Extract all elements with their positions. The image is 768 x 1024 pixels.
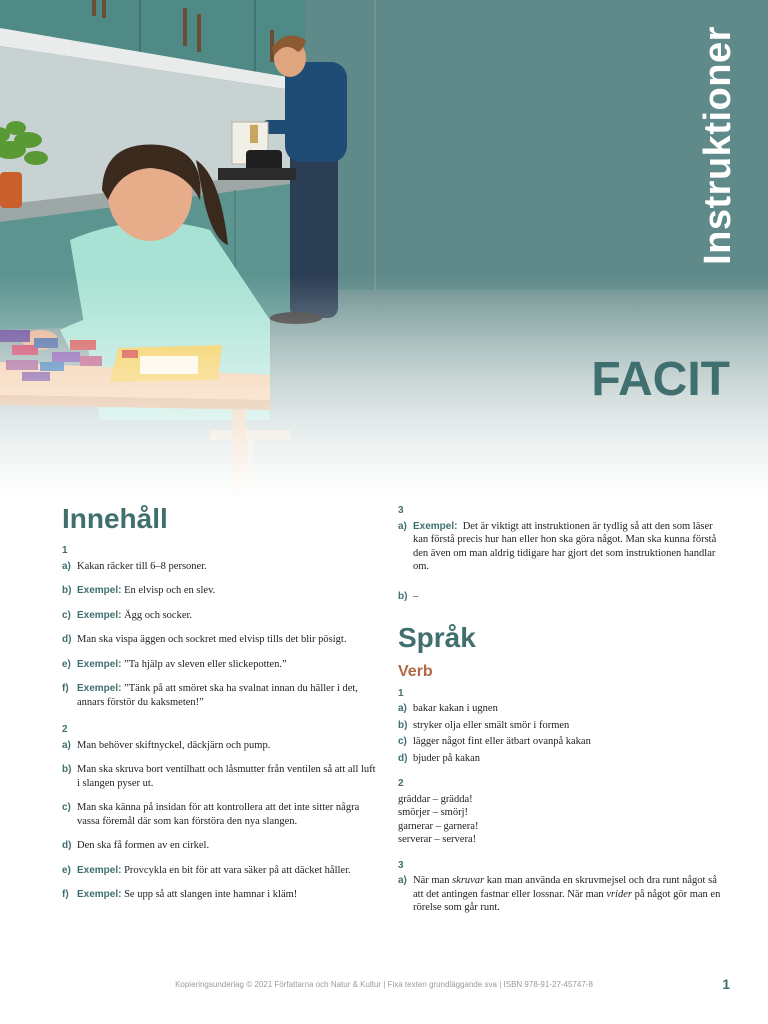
answer-item bbox=[62, 658, 377, 672]
emphasized-word: vrider bbox=[606, 888, 632, 900]
list-item: serverar – servera! bbox=[398, 834, 477, 845]
question-number: 3 bbox=[398, 505, 404, 516]
example-label: Exempel: bbox=[77, 889, 122, 900]
example-label: Exempel: bbox=[77, 658, 122, 670]
answer-label: f) bbox=[62, 889, 69, 900]
answer-label: a) bbox=[62, 739, 71, 751]
answer-item bbox=[398, 702, 728, 716]
answer-text: stryker olja eller smält smör i formen bbox=[413, 719, 570, 731]
answer-label: e) bbox=[62, 658, 71, 670]
answer-label: c) bbox=[62, 609, 71, 621]
footer-copyright: Kopieringsunderlag © 2021 Författarna och Natur & Kultur | Fixa texten grundläggande sva | ISBN 978-91-27-45747-8 bbox=[175, 980, 593, 989]
answer-label: a) bbox=[62, 560, 71, 572]
answer-label: d) bbox=[62, 840, 72, 851]
answer-label: a) bbox=[398, 703, 407, 714]
answer-item bbox=[398, 590, 728, 604]
heading-sprak: Språk bbox=[398, 622, 476, 653]
kitchen-illustration bbox=[0, 0, 768, 500]
answer-text: Provcykla en bit för att vara säker på att däcket håller. bbox=[121, 864, 351, 876]
answer-item bbox=[398, 735, 728, 749]
answer-item bbox=[62, 633, 377, 647]
page-number: 1 bbox=[722, 976, 730, 992]
answer-text: – bbox=[413, 590, 419, 602]
list-item: garnerar – garnera! bbox=[398, 820, 479, 832]
example-label: Exempel: bbox=[77, 609, 122, 621]
list-item: gräddar – grädda! bbox=[398, 793, 473, 805]
answer-item bbox=[398, 520, 728, 574]
answer-text: Det är viktigt att instruktionen är tydlig så att den som läser kan förstå precis hur han eller hon ska göra något. Man ska kunna förstå den även om man aldrig tidigare har gjort det som instruktionen handlar om. bbox=[413, 520, 717, 572]
answer-label: c) bbox=[62, 802, 71, 813]
verb-imperative-list bbox=[398, 793, 728, 847]
right-column bbox=[398, 502, 728, 915]
answer-item bbox=[62, 839, 377, 853]
answer-item bbox=[398, 874, 728, 915]
example-label: Exempel: bbox=[77, 864, 122, 876]
facit-title: FACIT bbox=[591, 353, 730, 406]
answer-text: Se upp så att slangen inte hamnar i kläm! bbox=[121, 889, 298, 900]
left-column bbox=[62, 502, 377, 902]
answer-label: d) bbox=[398, 752, 408, 764]
answer-label: e) bbox=[62, 864, 71, 876]
answer-item bbox=[398, 752, 728, 766]
question-number: 1 bbox=[398, 687, 404, 699]
answer-text: ”Tänk på att smöret ska ha svalnat innan du häller i det, annars förstör du kaksmeten!” bbox=[77, 683, 358, 708]
example-label: Exempel: bbox=[77, 683, 122, 694]
answer-label: b) bbox=[62, 585, 72, 596]
question-number: 1 bbox=[62, 545, 68, 556]
question-number: 2 bbox=[62, 724, 68, 735]
answer-item bbox=[62, 888, 377, 902]
answer-item bbox=[62, 682, 377, 709]
side-title-text: Instruktioner bbox=[696, 25, 739, 265]
answer-text: lägger något fint eller ätbart ovanpå kakan bbox=[413, 736, 591, 747]
answer-item bbox=[62, 763, 377, 790]
answer-text: Man ska skruva bort ventilhatt och låsmutter från ventilen så att all luft i slangen pyser ut. bbox=[77, 764, 376, 789]
hero-illustration bbox=[0, 0, 768, 500]
answer-label: a) bbox=[398, 520, 407, 532]
answer-text: Den ska få formen av en cirkel. bbox=[77, 840, 210, 851]
list-item: smörjer – smörj! bbox=[398, 807, 468, 818]
answer-item bbox=[62, 801, 377, 828]
subheading-verb: Verb bbox=[398, 663, 433, 680]
answer-text: bjuder på kakan bbox=[413, 752, 481, 764]
answer-label: b) bbox=[398, 719, 408, 731]
answer-text: Man behöver skiftnyckel, däckjärn och pump. bbox=[77, 739, 271, 751]
answer-text: ”Ta hjälp av sleven eller slickepotten.” bbox=[121, 658, 287, 670]
heading-innehall: Innehåll bbox=[62, 503, 168, 534]
answer-text: Kakan räcker till 6–8 personer. bbox=[77, 560, 207, 572]
answer-item bbox=[62, 739, 377, 753]
answer-text: Man ska vispa äggen och sockret med elvisp tills det blir pösigt. bbox=[77, 634, 347, 645]
answer-text: Ägg och socker. bbox=[121, 609, 193, 621]
answer-label: d) bbox=[62, 634, 72, 645]
answer-text: på något gör man en rörelse som går runt. bbox=[413, 888, 721, 913]
side-title bbox=[690, 25, 746, 265]
answer-item bbox=[398, 719, 728, 733]
answer-text: När man bbox=[413, 875, 453, 886]
answer-label: b) bbox=[62, 764, 72, 775]
answer-label: f) bbox=[62, 683, 69, 694]
emphasized-word: skruvar bbox=[452, 875, 485, 886]
answer-text: Man ska känna på insidan för att kontrollera att det inte sitter några vassa föremål där som kan förstöra den nya slangen. bbox=[77, 802, 360, 827]
answer-text: bakar kakan i ugnen bbox=[413, 703, 498, 714]
answer-label: c) bbox=[398, 736, 407, 747]
answer-item bbox=[62, 864, 377, 878]
question-number: 3 bbox=[398, 859, 404, 871]
example-label: Exempel: bbox=[77, 585, 122, 596]
question-number: 2 bbox=[398, 778, 404, 789]
answer-label: a) bbox=[398, 875, 407, 886]
answer-item bbox=[62, 560, 377, 574]
example-label: Exempel: bbox=[413, 520, 458, 532]
answer-item bbox=[62, 584, 377, 598]
answer-label: b) bbox=[398, 590, 408, 602]
answer-text: En elvisp och en slev. bbox=[121, 585, 216, 596]
answer-text: kan man använda en skruvmejsel och dra runt något så att det antingen fastnar eller lossnar. När man bbox=[413, 875, 717, 900]
answer-item bbox=[62, 609, 377, 623]
